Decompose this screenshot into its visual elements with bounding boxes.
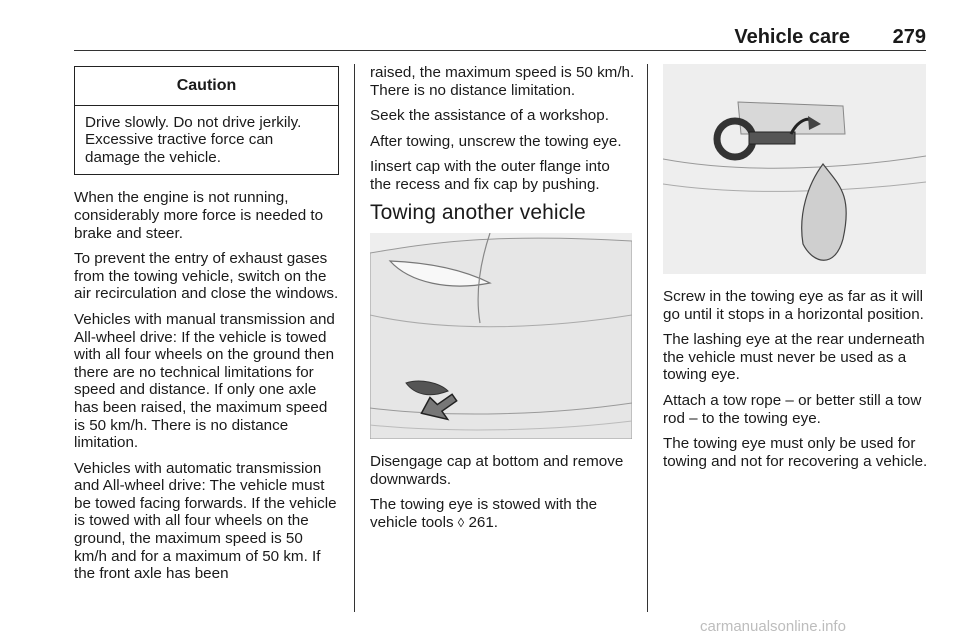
caution-text: Drive slowly. Do not drive jerkily. Excessive tractive force can damage the vehicle. bbox=[85, 113, 302, 166]
paragraph: After towing, unscrew the towing eye. bbox=[370, 132, 622, 150]
paragraph-with-reference bbox=[370, 496, 635, 531]
page-number: 279 bbox=[892, 26, 926, 48]
paragraph: raised, the maximum speed is 50 km/h. There is no distance limitation. bbox=[370, 64, 635, 99]
column-left bbox=[74, 66, 339, 591]
paragraph: The lashing eye at the rear underneath the vehicle must never be used as a towing eye. bbox=[663, 331, 925, 384]
paragraph: Disengage cap at bottom and remove downwards. bbox=[370, 453, 624, 488]
reference-text: The towing eye is stowed with the vehicle tools bbox=[370, 496, 598, 531]
column-divider bbox=[354, 64, 355, 612]
paragraph: Iinsert cap with the outer flange into the recess and fix cap by pushing. bbox=[370, 158, 610, 193]
column-middle bbox=[370, 64, 635, 540]
cross-reference-icon: ◊ bbox=[457, 514, 465, 530]
paragraph: Seek the assistance of a workshop. bbox=[370, 107, 609, 125]
reference-page: 261. bbox=[464, 513, 499, 531]
rear-bumper-drawing bbox=[370, 233, 632, 439]
paragraph: When the engine is not running, considerably more force is needed to brake and steer. bbox=[74, 189, 324, 242]
towing-eye-illustration bbox=[663, 64, 926, 274]
paragraph: Screw in the towing eye as far as it will go until it stops in a horizontal position. bbox=[663, 288, 924, 323]
paragraph: The towing eye must only be used for towing and not for recovering a vehicle. bbox=[663, 435, 928, 470]
paragraph: Attach a tow rope – or better still a tow rod – to the towing eye. bbox=[663, 391, 922, 427]
section-heading: Towing another vehicle bbox=[370, 200, 586, 224]
column-right bbox=[663, 64, 928, 478]
towing-eye-drawing bbox=[663, 64, 926, 274]
paragraph: Vehicles with automatic transmission and All-wheel drive: The vehicle must be towed facing forwards. If the vehicle is towed with all four wheels on the ground, the maximum speed is 50 km/h and for a maximum of 50 km. If the front axle has been bbox=[74, 459, 337, 583]
paragraph: Vehicles with manual transmission and All-wheel drive: If the vehicle is towed with all four wheels on the ground then there are no technical limitations for speed and distance. If only one axle has been raised, the maximum speed is 50 km/h. There is no distance limitation. bbox=[74, 310, 335, 452]
page-header bbox=[74, 26, 926, 51]
caution-title: Caution bbox=[75, 67, 338, 106]
site-watermark: carmanualsonline.info bbox=[700, 618, 846, 635]
column-divider bbox=[647, 64, 648, 612]
page-title: Vehicle care bbox=[734, 26, 850, 48]
caution-box bbox=[74, 66, 339, 175]
rear-bumper-illustration bbox=[370, 233, 632, 439]
paragraph: To prevent the entry of exhaust gases from the towing vehicle, switch on the air recirculation and close the windows. bbox=[74, 250, 339, 303]
